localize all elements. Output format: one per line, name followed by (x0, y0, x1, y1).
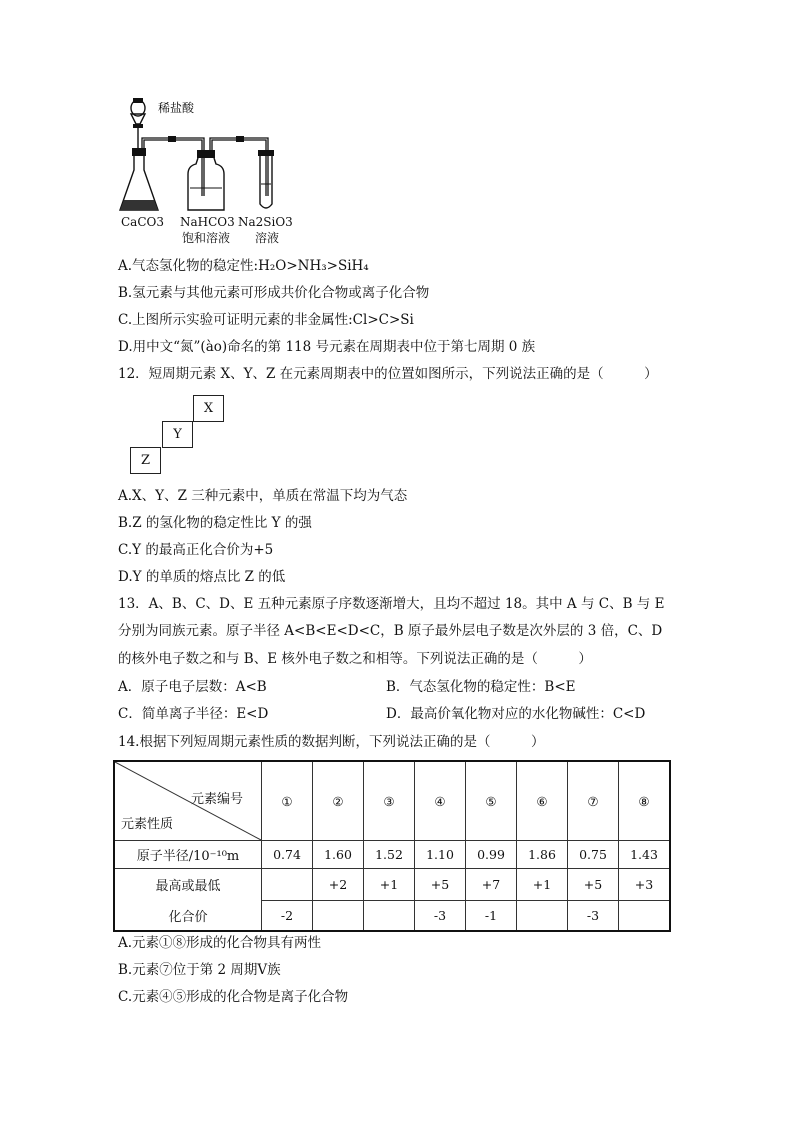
flask3-label-1: Na2SiO3 (238, 215, 293, 229)
radius-cell: 1.43 (619, 841, 671, 869)
highest-valence-cell (262, 869, 313, 901)
highest-valence-cell: +3 (619, 869, 671, 901)
highest-valence-cell: +5 (415, 869, 466, 901)
lowest-valence-cell (619, 901, 671, 931)
flask2-label-2: 饱和溶液 (182, 231, 231, 245)
q13-stem-2: 分别为同族元素。原子半径 A<B<E<D<C，B 原子最外层电子数是次外层的 3 倍，C、D (118, 623, 663, 639)
table-row (114, 841, 670, 869)
radius-cell: 1.52 (364, 841, 415, 869)
element-header: ⑤ (466, 761, 517, 841)
q13-stem-1: 13．A、B、C、D、E 五种元素原子序数逐渐增大，且均不超过 18。其中 A 与 C、B 与 E (118, 596, 665, 612)
q12-option-d: D.Y 的单质的熔点比 Z 的低 (118, 569, 286, 585)
element-header: ⑦ (568, 761, 619, 841)
q14-option-c: C.元素④⑤形成的化合物是离子化合物 (118, 989, 349, 1005)
q14-stem: 14.根据下列短周期元素性质的数据判断，下列说法正确的是（ ） (118, 734, 545, 750)
header-element-property: 元素性质 (121, 817, 174, 832)
cell-x: X (193, 395, 224, 422)
header-element-number: 元素编号 (190, 792, 243, 807)
lowest-valence-cell (313, 901, 364, 931)
highest-valence-cell: +1 (517, 869, 568, 901)
header-corner-cell (114, 761, 262, 841)
lowest-valence-cell: -2 (262, 901, 313, 931)
q13-option-c: C．简单离子半径：E<D (118, 706, 269, 722)
radius-cell: 1.10 (415, 841, 466, 869)
radius-cell: 0.99 (466, 841, 517, 869)
element-header: ⑧ (619, 761, 671, 841)
apparatus-diagram (118, 92, 308, 252)
highest-valence-cell: +1 (364, 869, 415, 901)
valence-label-1: 最高或最低 (114, 869, 262, 901)
element-header: ① (262, 761, 313, 841)
q12-option-a: A.X、Y、Z 三种元素中，单质在常温下均为气态 (118, 488, 408, 504)
apparatus-figure (118, 92, 308, 252)
cell-y: Y (162, 421, 193, 448)
table-header-row (114, 761, 670, 841)
table-row (114, 901, 670, 931)
table-row (114, 869, 670, 901)
element-header: ③ (364, 761, 415, 841)
q13-option-d: D．最高价氧化物对应的水化物碱性：C<D (386, 706, 646, 722)
highest-valence-cell: +2 (313, 869, 364, 901)
q14-option-a: A.元素①⑧形成的化合物具有两性 (118, 935, 322, 951)
valence-label-2: 化合价 (114, 901, 262, 931)
element-header: ⑥ (517, 761, 568, 841)
radius-cell: 1.86 (517, 841, 568, 869)
q12-option-c: C.Y 的最高正化合价为+5 (118, 542, 274, 558)
q12-option-b: B.Z 的氢化物的稳定性比 Y 的强 (118, 515, 312, 531)
q13-stem-3: 的核外电子数之和与 B、E 核外电子数之和相等。下列说法正确的是（ ） (118, 651, 592, 667)
q11-option-b: B.氢元素与其他元素可形成共价化合物或离子化合物 (118, 285, 430, 301)
acid-label: 稀盐酸 (158, 101, 195, 115)
flask3-label-2: 溶液 (255, 231, 280, 245)
q11-option-c: C.上图所示实验可证明元素的非金属性:Cl>C>Si (118, 312, 414, 328)
lowest-valence-cell (364, 901, 415, 931)
element-data-table (113, 760, 671, 932)
lowest-valence-cell (517, 901, 568, 931)
q11-option-a: A.气态氢化物的稳定性:H₂O>NH₃>SiH₄ (118, 258, 369, 274)
highest-valence-cell: +7 (466, 869, 517, 901)
q13-option-a: A．原子电子层数：A<B (118, 679, 267, 695)
radius-label: 原子半径/10⁻¹⁰m (114, 841, 262, 869)
element-header: ④ (415, 761, 466, 841)
cell-z: Z (130, 447, 161, 474)
flask2-label-1: NaHCO3 (180, 215, 235, 229)
lowest-valence-cell: -3 (568, 901, 619, 931)
lowest-valence-cell: -1 (466, 901, 517, 931)
radius-cell: 0.75 (568, 841, 619, 869)
element-header: ② (313, 761, 364, 841)
q14-option-b: B.元素⑦位于第 2 周期Ⅴ族 (118, 962, 281, 978)
flask1-label: CaCO3 (121, 215, 164, 229)
q12-stem: 12．短周期元素 X、Y、Z 在元素周期表中的位置如图所示，下列说法正确的是（ ） (118, 366, 658, 382)
lowest-valence-cell: -3 (415, 901, 466, 931)
q11-option-d: D.用中文“氮”(ào)命名的第 118 号元素在周期表中位于第七周期 0 族 (118, 339, 536, 355)
q13-option-b: B．气态氢化物的稳定性：B<E (386, 679, 576, 695)
radius-cell: 0.74 (262, 841, 313, 869)
highest-valence-cell: +5 (568, 869, 619, 901)
radius-cell: 1.60 (313, 841, 364, 869)
